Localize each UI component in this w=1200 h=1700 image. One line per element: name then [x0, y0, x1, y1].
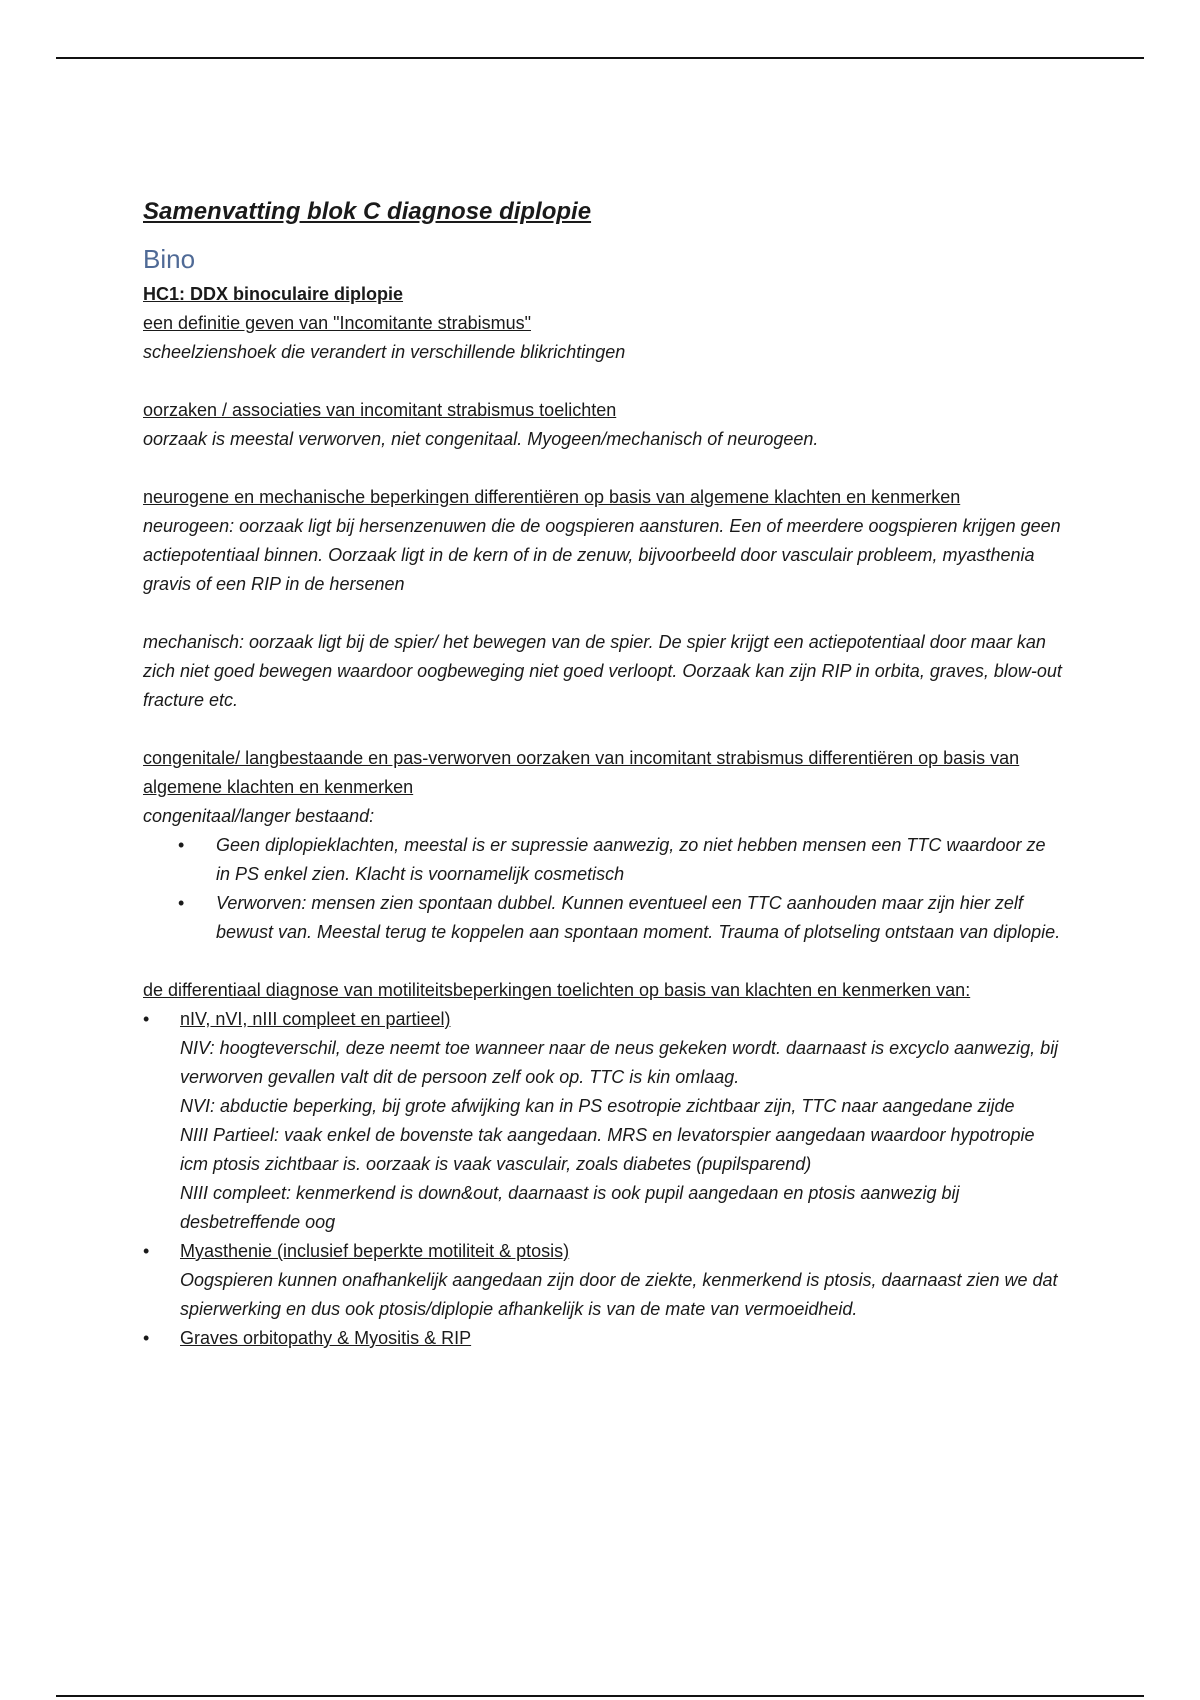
- list-item: • Verworven: mensen zien spontaan dubbel. Kunnen eventueel een TTC aanhouden maar zijn hier zelf bewust van. Meestal terug te koppelen aan spontaan moment. Trauma of plotseling ontstaan van diplopie.: [216, 889, 1063, 947]
- question-heading: congenitale/ langbestaande en pas-verworven oorzaken van incomitant strabismus differentiëren op basis van algemene klachten en kenmerken: [143, 748, 1020, 797]
- bullet-label: • Graves orbitopathy & Myositis & RIP: [180, 1328, 472, 1348]
- list-item: [180, 1324, 1063, 1353]
- document-body: [143, 196, 1063, 1353]
- bullet-label: • nIV, nVI, nIII compleet en partieel): [180, 1009, 451, 1029]
- answer-text: scheelzienshoek die verandert in verschillende blikrichtingen: [143, 342, 626, 362]
- bullet-detail: NIII Partieel: vaak enkel de bovenste tak aangedaan. MRS en levatorspier aangedaan waardoor hypotropie icm ptosis zichtbaar is. oorzaak is vaak vasculair, zoals diabetes (pupilsparend): [180, 1125, 1035, 1174]
- section-heading: Bino: [143, 244, 196, 274]
- document-title: Samenvatting blok C diagnose diplopie: [143, 198, 592, 225]
- lecture-heading: HC1: DDX binoculaire diplopie: [143, 284, 404, 304]
- question-heading: oorzaken / associaties van incomitant strabismus toelichten: [143, 400, 617, 420]
- header-rule: [56, 57, 1144, 59]
- bullet-detail: NVI: abductie beperking, bij grote afwijking kan in PS esotropie zichtbaar zijn, TTC naar aangedane zijde: [180, 1096, 1015, 1116]
- answer-text: neurogeen: oorzaak ligt bij hersenzenuwen die de oogspieren aansturen. Een of meerdere oogspieren krijgen geen actiepotentiaal binnen. Oorzaak ligt in de kern of in de zenuw, bijvoorbeeld door vasculair probleem, myasthenia gravis of een RIP in de hersenen: [143, 516, 1061, 594]
- question-heading: een definitie geven van "Incomitante strabismus": [143, 313, 531, 333]
- answer-bullet-list: [143, 831, 1063, 947]
- question-heading: neurogene en mechanische beperkingen differentiëren op basis van algemene klachten en kenmerken: [143, 487, 961, 507]
- list-item: • Geen diplopieklachten, meestal is er supressie aanwezig, zo niet hebben mensen een TTC waardoor ze in PS enkel zien. Klacht is voornamelijk cosmetisch: [216, 831, 1063, 889]
- answer-text: congenitaal/langer bestaand:: [143, 806, 375, 826]
- bullet-detail: Oogspieren kunnen onafhankelijk aangedaan zijn door de ziekte, kenmerkend is ptosis, daarnaast zien we dat spierwerking en dus ook ptosis/diplopie afhankelijk is van de mate van vermoeidheid.: [180, 1270, 1058, 1319]
- question-heading: de differentiaal diagnose van motiliteitsbeperkingen toelichten op basis van klachten en kenmerken van:: [143, 980, 971, 1000]
- bullet-label: • Myasthenie (inclusief beperkte motiliteit & ptosis): [180, 1241, 570, 1261]
- list-item: [180, 1237, 1063, 1324]
- answer-text: oorzaak is meestal verworven, niet congenitaal. Myogeen/mechanisch of neurogeen.: [143, 429, 819, 449]
- answer-text: mechanisch: oorzaak ligt bij de spier/ het bewegen van de spier. De spier krijgt een actiepotentiaal door maar kan zich niet goed bewegen waardoor oogbeweging niet goed verloopt. Oorzaak kan zijn RIP in orbita, graves, blow-out fracture etc.: [143, 632, 1062, 710]
- footer-rule: [56, 1695, 1144, 1697]
- list-item: [180, 1005, 1063, 1237]
- bullet-detail: NIII compleet: kenmerkend is down&out, daarnaast is ook pupil aangedaan en ptosis aanwezig bij desbetreffende oog: [180, 1183, 960, 1232]
- diagnosis-bullet-list: [143, 1005, 1063, 1353]
- bullet-detail: NIV: hoogteverschil, deze neemt toe wanneer naar de neus gekeken wordt. daarnaast is excyclo aanwezig, bij verworven gevallen valt dit de persoon zelf ook op. TTC is kin omlaag.: [180, 1038, 1059, 1087]
